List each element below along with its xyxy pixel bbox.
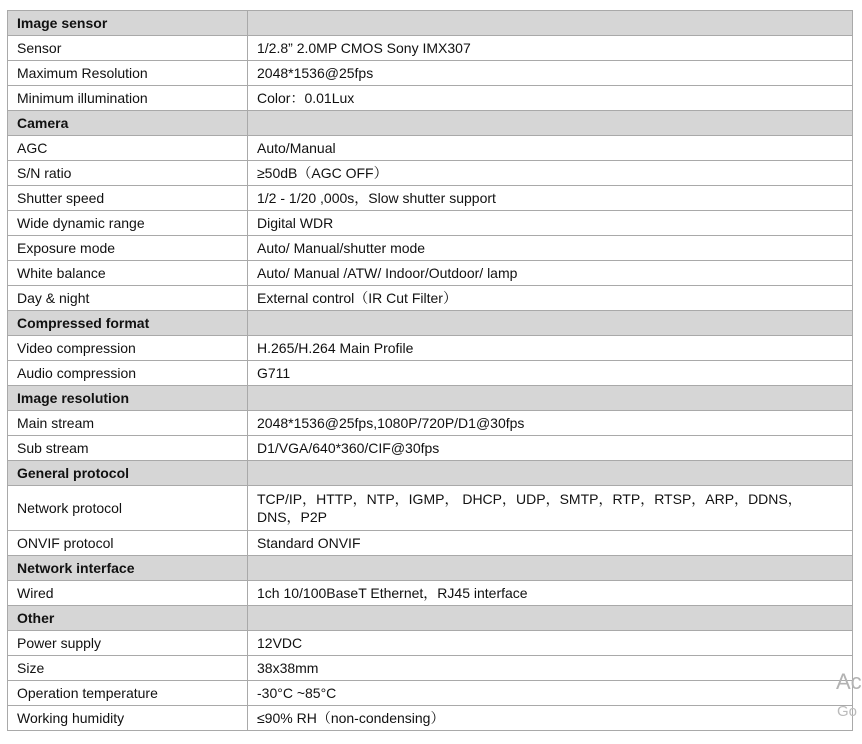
row-label: Sub stream [8,436,248,461]
section-header-network-interface [8,556,853,581]
row-label: White balance [8,261,248,286]
section-header-compressed-format [8,311,853,336]
section-title: General protocol [8,461,248,486]
table-row [8,531,853,556]
table-row [8,436,853,461]
table-row [8,631,853,656]
table-row [8,681,853,706]
row-label: Shutter speed [8,186,248,211]
table-row [8,261,853,286]
section-title: Compressed format [8,311,248,336]
row-label: Size [8,656,248,681]
row-value: 12VDC [248,631,853,656]
watermark-text: Ac [836,669,862,694]
section-title: Other [8,606,248,631]
row-value: 38x38mm [248,656,853,681]
row-value: External control（IR Cut Filter） [248,286,853,311]
spec-table [7,10,853,731]
row-label: Wired [8,581,248,606]
row-label: Day & night [8,286,248,311]
row-label: Sensor [8,36,248,61]
section-header-general-protocol [8,461,853,486]
row-value: Auto/ Manual /ATW/ Indoor/Outdoor/ lamp [248,261,853,286]
table-row [8,61,853,86]
row-label: Operation temperature [8,681,248,706]
row-value: Standard ONVIF [248,531,853,556]
table-row [8,86,853,111]
table-row [8,411,853,436]
section-title: Image resolution [8,386,248,411]
table-row [8,486,853,531]
table-row [8,581,853,606]
section-title: Camera [8,111,248,136]
row-label: ONVIF protocol [8,531,248,556]
row-label: Network protocol [8,486,248,531]
table-row [8,136,853,161]
section-title: Network interface [8,556,248,581]
row-value: TCP/IP，HTTP，NTP，IGMP， DHCP，UDP，SMTP，RTP，RTSP，ARP，DDNS，DNS，P2P [248,486,853,531]
row-label: Minimum illumination [8,86,248,111]
row-label: Working humidity [8,706,248,731]
row-value: H.265/H.264 Main Profile [248,336,853,361]
row-label: Maximum Resolution [8,61,248,86]
row-label: Power supply [8,631,248,656]
row-label: S/N ratio [8,161,248,186]
table-row [8,161,853,186]
row-label: Wide dynamic range [8,211,248,236]
table-row [8,336,853,361]
table-row [8,211,853,236]
row-value: Auto/Manual [248,136,853,161]
row-value: G711 [248,361,853,386]
table-row [8,656,853,681]
section-header-image-resolution [8,386,853,411]
row-label: Main stream [8,411,248,436]
row-label: Exposure mode [8,236,248,261]
table-row [8,361,853,386]
row-value: -30°C ~85°C [248,681,853,706]
row-value: 2048*1536@25fps [248,61,853,86]
table-row [8,186,853,211]
row-value: ≤90% RH（non-condensing） [248,706,853,731]
row-value: Digital WDR [248,211,853,236]
row-value: 1/2 - 1/20 ,000s，Slow shutter support [248,186,853,211]
row-value: 1ch 10/100BaseT Ethernet，RJ45 interface [248,581,853,606]
row-value: Auto/ Manual/shutter mode [248,236,853,261]
row-label: AGC [8,136,248,161]
row-value: ≥50dB（AGC OFF） [248,161,853,186]
watermark-subtext: Go [837,703,858,720]
table-row [8,286,853,311]
row-label: Video compression [8,336,248,361]
row-value: 1/2.8” 2.0MP CMOS Sony IMX307 [248,36,853,61]
table-row [8,236,853,261]
section-header-image-sensor [8,11,853,36]
section-title: Image sensor [8,11,248,36]
section-header-other [8,606,853,631]
section-header-camera [8,111,853,136]
table-row [8,706,853,731]
row-value: Color：0.01Lux [248,86,853,111]
row-value: 2048*1536@25fps,1080P/720P/D1@30fps [248,411,853,436]
row-label: Audio compression [8,361,248,386]
table-row [8,36,853,61]
row-value: D1/VGA/640*360/CIF@30fps [248,436,853,461]
